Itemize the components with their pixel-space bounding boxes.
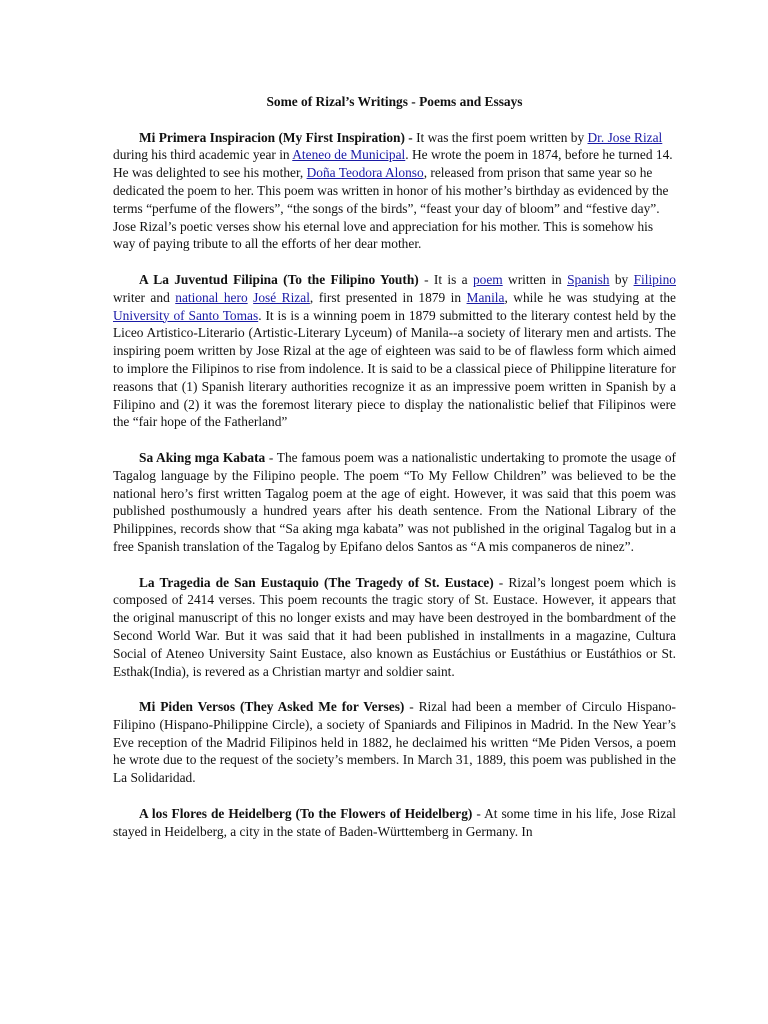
paragraph-heading: La Tragedia de San Eustaquio (The Tragedy of St. Eustace) [139,574,494,590]
link-dona-teodora-alonso[interactable]: Doña Teodora Alonso [306,165,424,181]
link-university-of-santo-tomas[interactable]: University of Santo Tomas [113,307,259,323]
link-dr-jose-rizal[interactable]: Dr. Jose Rizal [587,129,663,145]
paragraph-heading: Sa Aking mga Kabata [139,449,266,465]
link-spanish[interactable]: Spanish [567,271,610,287]
paragraph-a-los-flores-de-heidelberg: A los Flores de Heidelberg (To the Flowers of Heidelberg) - At some time in his life, Jose Rizal stayed in Heidelberg, a city in the state of Baden-Württemberg in Germany. In [113,805,677,839]
paragraph-heading: A La Juventud Filipina (To the Filipino Youth) [139,271,419,287]
link-filipino[interactable]: Filipino [633,271,676,287]
paragraph-mi-piden-versos: Mi Piden Versos (They Asked Me for Verses) - Rizal had been a member of Circulo Hispano-Filipino (Hispano-Philippine Circle), a society of Spaniards and Filipinos in Madrid. In the New Year’s Eve reception of the Madrid Filipinos held in 1882, he declaimed his written “Me Piden Versos, a poem he wrote due to the request of the society’s members. In March 31, 1889, this poem was published in the La Solidaridad. [113,699,676,786]
link-national-hero[interactable]: national hero [175,289,248,305]
link-poem[interactable]: poem [472,271,503,287]
page-title: Some of Rizal’s Writings - Poems and Essays [266,94,523,109]
paragraph-heading: A los Flores de Heidelberg (To the Flowers of Heidelberg) [139,805,473,821]
paragraph-a-la-juventud-filipina: A La Juventud Filipina (To the Filipino Youth) - It is a poem written in Spanish by Filipino writer and national hero José Rizal, first presented in 1879 in Manila, while he was studying at the University of Santo Tomas. It is is a winning poem in 1879 submitted to the literary contest held by the Liceo Artistico-Literario (Artistic-Literary Lyceum) of Manila--a society of literary men and artists. The inspiring poem written by Jose Rizal at the age of eighteen was said to be of flawless form which aimed to implore the Filipinos to rise from indolence. It is said to be a classical piece of Philippine literature for reasons that (1) Spanish literary authorities recognize it as an impressive poem written in Spanish by a Filipino and (2) it was the foremost literary piece to display the nationalistic belief that Filipinos were the “fair hope of the Fatherland” [113,271,676,430]
link-manila[interactable]: Manila [466,289,505,305]
link-ateneo-de-municipal[interactable]: Ateneo de Municipal [292,147,406,163]
paragraph-heading: Mi Primera Inspiracion (My First Inspiration) - [139,129,417,145]
paragraph-heading: Mi Piden Versos (They Asked Me for Verses) [139,699,405,715]
paragraph-mi-primera-inspiracion: Mi Primera Inspiracion (My First Inspiration) - It was the first poem written by Dr. Jose Rizal during his third academic year in Ateneo de Municipal. He wrote the poem in 1874, before he turned 14. He was delighted to see his mother, Doña Teodora Alonso, released from prison that same year so he dedicated the poem to her. This poem was written in honor of his mother’s birthday as evidenced by the terms “perfume of the flowers”, “the songs of the birds”, “feast your day of bloom” and “festive day”. Jose Rizal’s poetic verses show his eternal love and appreciation for his mother. This is somehow his way of paying tribute to all the efforts of her dear mother. [113,129,673,252]
link-jose-rizal[interactable]: José Rizal [253,289,310,305]
paragraph-sa-aking-mga-kabata: Sa Aking mga Kabata - The famous poem was a nationalistic undertaking to promote the usage of Tagalog language by the Filipino people. The poem “To My Fellow Children” was believed to be the national hero’s first written Tagalog poem at the age of eight. However, it was said that this poem was published posthumously a hundred years after his death sentence. From the National Library of the Philippines, records show that “Sa aking mga kabata” was not published in the original Tagalog but in a free Spanish translation of the Tagalog by Epifano delos Santos as “A mis companeros de ninez”. [113,449,676,554]
paragraph-la-tragedia-de-san-eustaquio: La Tragedia de San Eustaquio (The Tragedy of St. Eustace) - Rizal’s longest poem which is composed of 2414 verses. This poem recounts the tragic story of St. Eustace. However, it appears that the original manuscript of this no longer exists and may have been destroyed in the bombardment of the Second World War. But it was said that it had been published in installments in a magazine, Cultura Social of Ateneo University Saint Eustace, also known as Eustáchius or Eustáthius or Eustáthios or St. Esthak(India), is revered as a Christian martyr and soldier saint. [113,574,676,679]
